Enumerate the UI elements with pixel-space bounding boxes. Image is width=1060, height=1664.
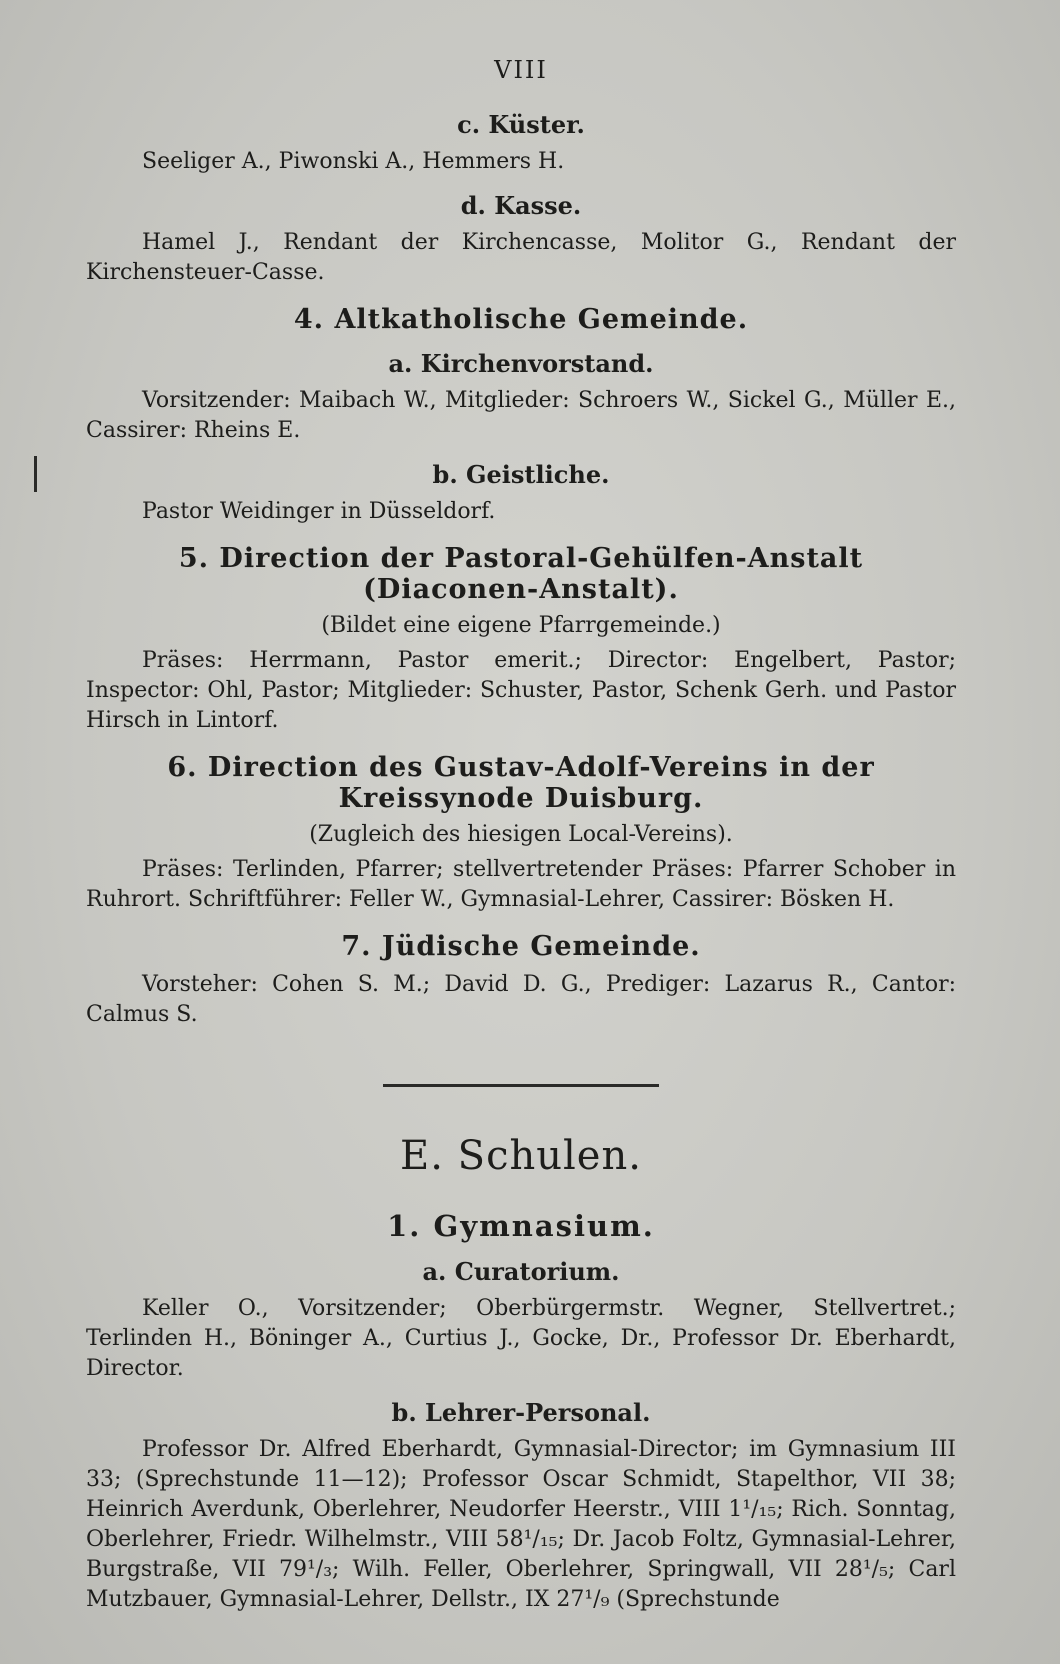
gustav-adolf-text: Präses: Terlinden, Pfarrer; stellvertretender Präses: Pfarrer Schober in Ruhrort. Schriftführer: Feller W., Gymnasial-Lehrer, Cassirer: Bösken H. bbox=[86, 857, 956, 912]
schulen-chapter-title: E. Schulen. bbox=[400, 1133, 642, 1179]
juedisch-text: Vorsteher: Cohen S. M.; David D. G., Prediger: Lazarus R., Cantor: Calmus S. bbox=[86, 972, 956, 1027]
pastoral-text: Präses: Herrmann, Pastor emerit.; Director: Engelbert, Pastor; Inspector: Ohl, Pastor; Mitglieder: Schuster, Pastor, Schenk Gerh. und Pastor Hirsch in Lintorf. bbox=[86, 648, 956, 733]
curatorium-heading: a. Curatorium. bbox=[422, 1257, 620, 1286]
gustav-adolf-heading: 6. Direction des Gustav-Adolf-Vereins in der Kreissynode Duisburg. bbox=[167, 752, 875, 814]
section-divider bbox=[383, 1084, 659, 1087]
kuester-heading: c. Küster. bbox=[457, 110, 585, 139]
kasse-text: Hamel J., Rendant der Kirchencasse, Molitor G., Rendant der Kirchensteuer-Casse. bbox=[86, 230, 956, 285]
curatorium-text: Keller O., Vorsitzender; Oberbürgermstr. Wegner, Stellvertret.; Terlinden H., Böninger A., Curtius J., Gocke, Dr., Professor Dr. Eberhardt, Director. bbox=[86, 1296, 956, 1381]
pastoral-heading: 5. Direction der Pastoral-Gehülfen-Anstalt (Diaconen-Anstalt). bbox=[178, 543, 864, 605]
juedisch-heading: 7. Jüdische Gemeinde. bbox=[341, 931, 701, 962]
lehrer-heading: b. Lehrer-Personal. bbox=[391, 1398, 651, 1427]
altkatholisch-heading: 4. Altkatholische Gemeinde. bbox=[293, 304, 749, 335]
geistliche-heading: b. Geistliche. bbox=[432, 460, 610, 489]
page-number: VIII bbox=[494, 56, 548, 84]
gymnasium-heading: 1. Gymnasium. bbox=[387, 1209, 655, 1243]
pastoral-note: (Bildet eine eigene Pfarrgemeinde.) bbox=[321, 613, 721, 638]
kuester-text: Seeliger A., Piwonski A., Hemmers H. bbox=[142, 149, 565, 174]
kasse-heading: d. Kasse. bbox=[460, 191, 582, 220]
gustav-adolf-note: (Zugleich des hiesigen Local-Vereins). bbox=[309, 822, 733, 847]
geistliche-text: Pastor Weidinger in Düsseldorf. bbox=[142, 499, 496, 524]
kirchenvorstand-heading: a. Kirchenvorstand. bbox=[388, 349, 654, 378]
kirchenvorstand-text: Vorsitzender: Maibach W., Mitglieder: Schroers W., Sickel G., Müller E., Cassirer: Rheins E. bbox=[86, 388, 956, 443]
margin-mark bbox=[34, 456, 37, 492]
lehrer-text: Professor Dr. Alfred Eberhardt, Gymnasial-Director; im Gymnasium III 33; (Sprechstunde 11—12); Professor Oscar Schmidt, Stapelthor, VII 38; Heinrich Averdunk, Oberlehrer, Neudorfer Heerstr., VIII 1¹/₁₅; Rich. Sonntag, Oberlehrer, Friedr. Wilhelmstr., VIII 58¹/₁₅; Dr. Jacob Foltz, Gymnasial-Lehrer, Burgstraße, VII 79¹/₃; Wilh. Feller, Oberlehrer, Springwall, VII 28¹/₅; Carl Mutzbauer, Gymnasial-Lehrer, Dellstr., IX 27¹/₉ (Sprechstunde bbox=[86, 1437, 956, 1612]
